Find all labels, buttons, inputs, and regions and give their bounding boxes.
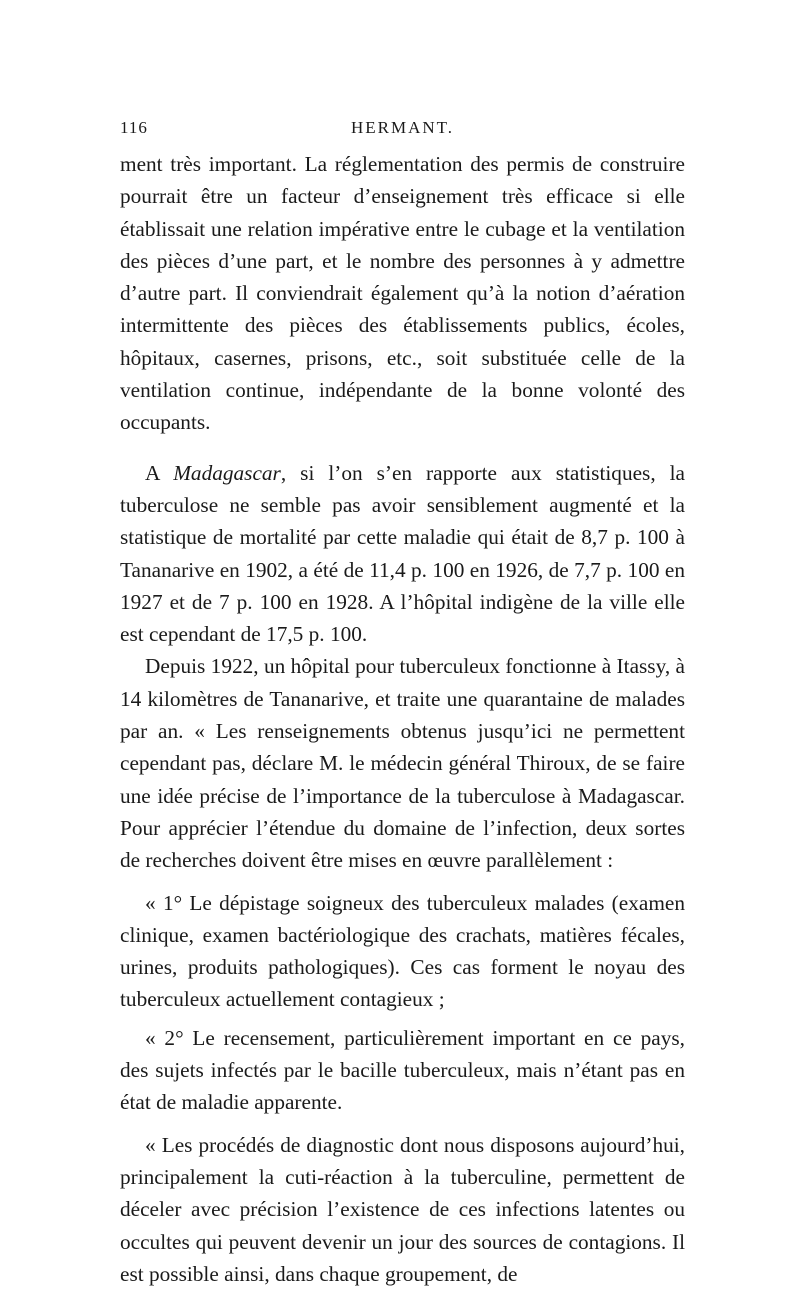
paragraph-ventilation: ment très important. La réglementation des permis de construire pourrait être un facteur d’enseignement très efficace si elle établissait une relation impérative entre le cubage et la ventilation des pièces d’une part, et le nombre des personnes à y admettre d’autre part. Il conviendrait également qu’à la notion d’aération intermittente des pièces des établissements publics, écoles, hôpitaux, casernes, prisons, etc., soit substituée celle de la ventilation continue, indépendante de la bonne volonté des occupants. [120, 152, 685, 435]
page-number: 116 [120, 118, 148, 137]
paragraph-point-1: « 1° Le dépistage soigneux des tuberculeux malades (examen clinique, examen bactériologique des crachats, matières fécales, urines, produits pathologiques). Ces cas forment le noyau des tuberculeux actuellement contagieux ; [120, 890, 685, 1012]
running-title: HERMANT. [350, 118, 455, 137]
paragraph-diagnostic: « Les procédés de diagnostic dont nous disposons aujourd’hui, principalement la cuti-réaction à la tuberculine, permettent de déceler avec précision l’existence de ces infections latentes ou occultes qui peuvent devenir un jour des sources de contagions. Il est possible ainsi, dans chaque groupement, de [120, 1132, 685, 1286]
running-head [120, 118, 685, 148]
book-page [120, 118, 685, 1290]
paragraph-itassy-hospital: Depuis 1922, un hôpital pour tuberculeux fonctionne à Itassy, à 14 kilomètres de Tananarive, et traite une quarantaine de malades par an. « Les renseignements obtenus jusqu’ici ne permettent cependant pas, déclare M. le médecin général Thiroux, de se faire une idée précise de l’importance de la tuberculose à Madagascar. Pour apprécier l’étendue du domaine de l’infection, deux sortes de recherches doivent être mises en œuvre parallèlement : [120, 654, 685, 873]
paragraph-madagascar-rest: , si l’on s’en rapporte aux statistiques, la tuberculose ne semble pas avoir sensiblement augmenté et la statistique de mortalité par cette maladie qui était de 8,7 p. 100 à Tananarive en 1902, a été de 11,4 p. 100 en 1926, de 7,7 p. 100 en 1927 et de 7 p. 100 en 1928. A l’hôpital indigène de la ville elle est cependant de 17,5 p. 100. [120, 460, 686, 647]
paragraph-point-2: « 2° Le recensement, particulièrement important en ce pays, des sujets infectés par le bacille tuberculeux, mais n’étant pas en état de maladie apparente. [120, 1025, 685, 1115]
paragraph-madagascar-prefix: A [145, 460, 174, 485]
paragraph-madagascar [120, 457, 685, 651]
madagascar-italic: Madagascar [173, 460, 281, 485]
